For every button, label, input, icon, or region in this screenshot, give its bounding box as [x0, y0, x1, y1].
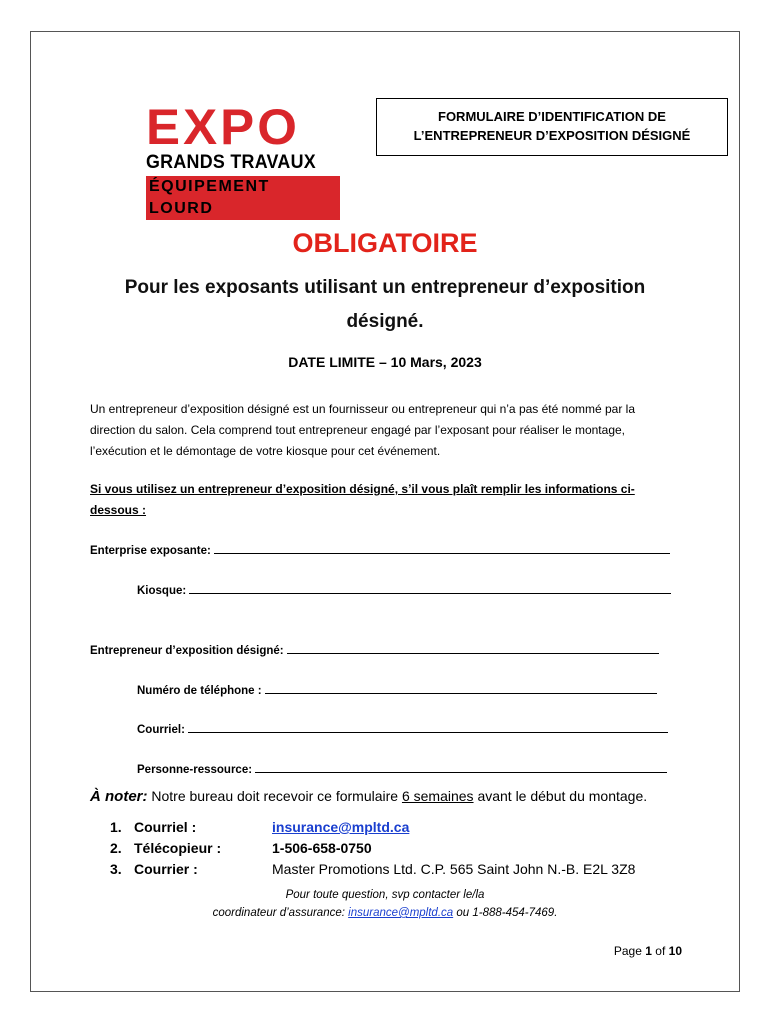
footer-line1: Pour toute question, svp contacter le/la — [285, 889, 485, 901]
personne-label: Personne-ressource: — [137, 764, 253, 776]
mandatory-heading: OBLIGATOIRE — [292, 228, 478, 258]
entrepreneur-label: Entrepreneur d’exposition désigné: — [90, 645, 284, 657]
footer-phone: ou 1-888-454-7469. — [456, 907, 558, 919]
contact-number: 2. — [110, 840, 122, 856]
page-of: of — [655, 944, 666, 958]
contact-label: Courriel : — [134, 819, 197, 835]
courriel-input-line[interactable] — [188, 720, 668, 733]
intro-paragraph: Un entrepreneur d’exposition désigné est un fournisseur ou entrepreneur qui n’a pas été nommé par la direction du salon. Cela comprend tout entrepreneur engagé par l’exposant pour réaliser le montage, l’exécution et le démontage de votre kiosque pour cet événement. — [90, 402, 636, 458]
note-line — [90, 788, 647, 805]
form-title-line2: L’ENTREPRENEUR D’EXPOSITION DÉSIGNÉ — [413, 128, 691, 143]
contact-number: 3. — [110, 861, 122, 877]
logo-equipement-lourd: ÉQUIPEMENT LOURD — [146, 176, 340, 220]
page-prefix: Page — [613, 944, 642, 958]
footer-email-link[interactable]: insurance@mpltd.ca — [348, 907, 454, 919]
telephone-label: Numéro de téléphone : — [137, 685, 262, 697]
form-title-box — [376, 98, 728, 156]
contact-label: Télécopieur : — [134, 840, 222, 856]
footer-question — [0, 886, 770, 922]
telephone-field — [137, 681, 657, 697]
personne-input-line[interactable] — [255, 760, 667, 773]
note-text-before: Notre bureau doit recevoir ce formulaire — [151, 788, 399, 804]
page-current: 1 — [645, 944, 652, 958]
note-text-after: avant le début du montage. — [477, 788, 648, 804]
footer-line2 — [0, 904, 770, 922]
courriel-field — [137, 720, 668, 736]
kiosque-input-line[interactable] — [189, 581, 671, 594]
contact-label: Courrier : — [134, 861, 198, 877]
note-deadline-weeks: 6 semaines — [401, 788, 474, 804]
personne-field — [137, 760, 667, 776]
page-total: 10 — [668, 944, 682, 958]
page-number — [614, 944, 682, 958]
enterprise-input-line[interactable] — [214, 541, 670, 554]
enterprise-label: Enterprise exposante: — [90, 545, 211, 557]
enterprise-field — [90, 541, 670, 557]
entrepreneur-field — [90, 641, 659, 657]
contact-number: 1. — [110, 819, 122, 835]
kiosque-label: Kiosque: — [137, 585, 187, 597]
entrepreneur-input-line[interactable] — [287, 641, 659, 654]
logo-grands-travaux: GRANDS TRAVAUX — [146, 152, 316, 173]
contact-fax: 1-506-658-0750 — [272, 840, 372, 856]
note-label: À noter: — [90, 788, 148, 805]
subtitle: Pour les exposants utilisant un entrepreneur d’exposition désigné. — [124, 277, 646, 332]
courriel-label: Courriel: — [137, 724, 185, 736]
footer-coordinator-label: coordinateur d’assurance: — [212, 907, 345, 919]
telephone-input-line[interactable] — [265, 681, 657, 694]
contact-email-link[interactable]: insurance@mpltd.ca — [272, 819, 410, 835]
contact-mail-address: Master Promotions Ltd. C.P. 565 Saint John N.-B. E2L 3Z8 — [272, 861, 636, 877]
logo-expo-text: EXPO — [146, 99, 300, 155]
form-title-line1: FORMULAIRE D’IDENTIFICATION DE — [438, 109, 666, 124]
expo-logo — [146, 99, 346, 220]
fill-instruction: Si vous utilisez un entrepreneur d’exposition désigné, s’il vous plaît remplir les informations ci-dessous : — [90, 482, 635, 517]
kiosque-field — [137, 581, 671, 597]
deadline: DATE LIMITE – 10 Mars, 2023 — [288, 354, 482, 370]
